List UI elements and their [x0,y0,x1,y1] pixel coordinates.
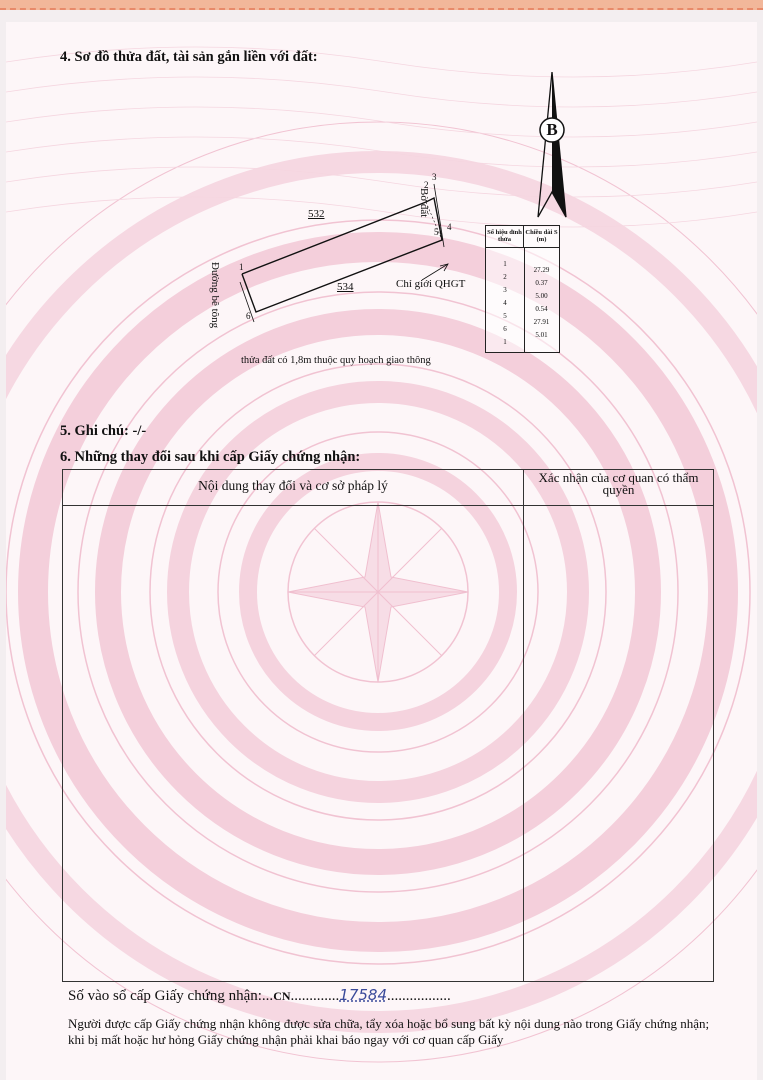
changes-table [62,469,714,982]
legend-point: 2 [503,273,507,281]
changes-col-content-header: Nội dung thay đổi và cơ sở pháp lý [198,478,388,493]
vertex-6: 6 [246,311,251,321]
top-strip [0,0,763,10]
vertex-5: 5 [434,227,439,237]
vertex-length-table [485,225,560,353]
legend-length: 0.37 [535,279,548,287]
legend-header-length: Chiều dài S (m) [524,226,559,248]
north-arrow-icon [532,72,572,222]
vertex-4: 4 [447,222,452,232]
changes-col-confirm-header: Xác nhận của cơ quan có thẩm quyền [538,470,699,497]
legend-point: 1 [503,338,507,346]
vertex-2: 2 [424,180,429,190]
certificate-page [6,22,757,1080]
footnote: Người được cấp Giấy chứng nhận không được sửa chữa, tẩy xóa hoặc bổ sung bất kỳ nội dung nào trong Giấy chứng nhận; khi bị mất hoặc hư hỏng Giấy chứng nhận phải khai báo ngay với cơ quan cấp Giấy [68,1016,710,1047]
legend-point: 4 [503,299,507,307]
legend-point: 5 [503,312,507,320]
section-5-title: 5. Ghi chú: -/- [60,423,147,439]
diagram-caption: thửa đất có 1,8m thuộc quy hoạch giao thông [241,355,431,366]
legend-length: 5.01 [535,331,548,339]
registration-prefix: CN [273,989,291,1003]
legend-length: 27.91 [533,318,550,326]
vertex-3: 3 [432,172,437,182]
legend-point: 6 [503,325,507,333]
registration-label: Số vào sổ cấp Giấy chứng nhận:... [68,988,274,1004]
side-east-label: Bờ đất [418,188,430,218]
registration-line: Số vào sổ cấp Giấy chứng nhận:...CN.............17584................. [68,986,451,1004]
legend-length: 0.54 [535,305,548,313]
section-6-title: 6. Những thay đổi sau khi cấp Giấy chứng nhận: [60,449,361,465]
qhgt-label: Chỉ giới QHGT [396,278,466,290]
legend-header-point: Số hiệu đỉnh thửa [486,226,524,248]
compass-letter: B [546,120,558,139]
neighbor-south-label: 534 [337,281,354,293]
legend-length: 27.29 [533,266,550,274]
vertex-1: 1 [239,262,244,272]
registration-number: 17584 [339,986,387,1004]
neighbor-north-label: 532 [308,208,325,220]
side-west-label: Đường bê tông [209,262,221,329]
section-4-title: 4. Sơ đồ thửa đất, tài sản gắn liền với đất: [60,49,318,65]
legend-length: 5.00 [535,292,548,300]
legend-point: 3 [503,286,507,294]
legend-point: 1 [503,260,507,268]
